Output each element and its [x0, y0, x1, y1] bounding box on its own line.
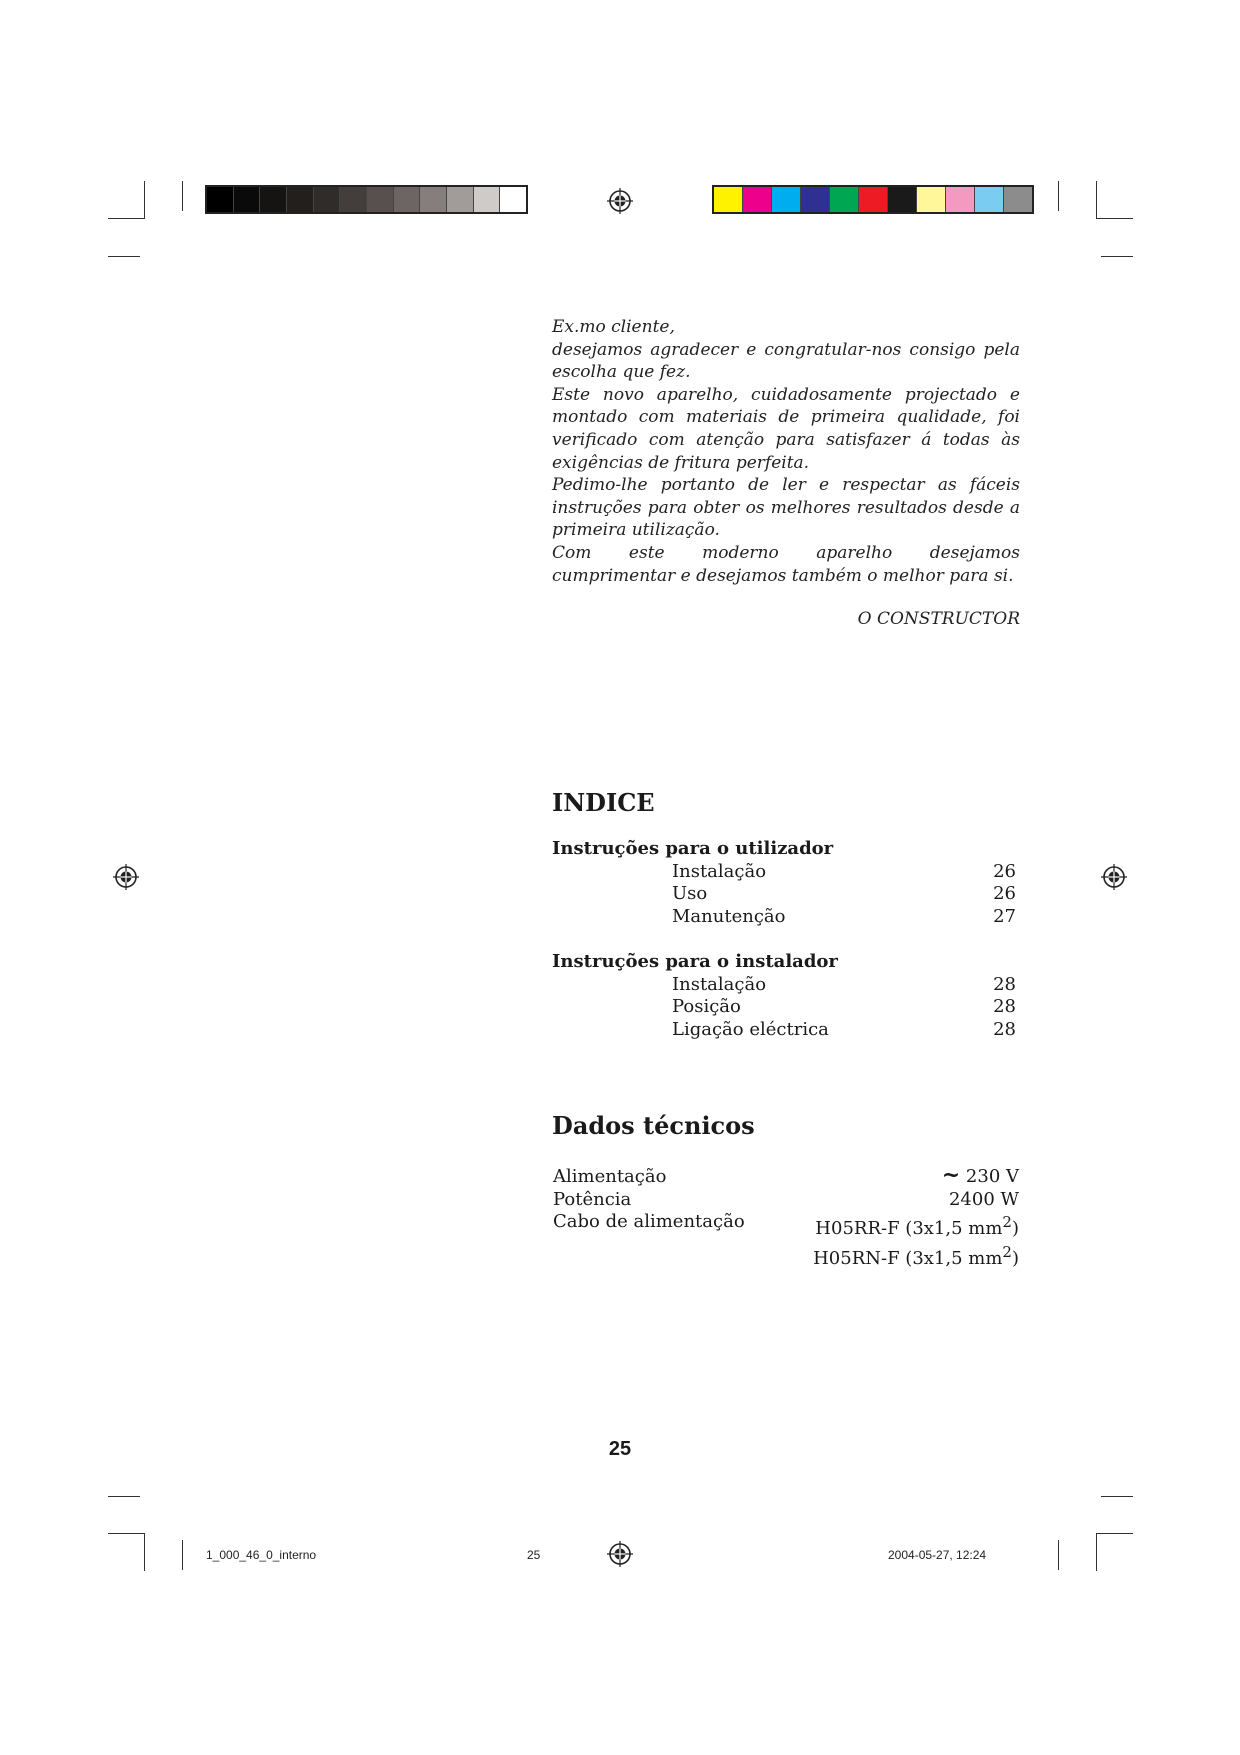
index-entry-page: 28	[993, 973, 1016, 995]
letter-paragraph: Com este moderno aparelho desejamos cumprimentar e desejamos também o melhor para si.	[552, 542, 1020, 586]
color-swatch	[500, 187, 526, 212]
page-number: 25	[608, 1438, 632, 1460]
color-swatch	[260, 187, 287, 212]
crop-mark	[1096, 1533, 1133, 1534]
ac-symbol-icon: ~	[941, 1162, 961, 1188]
color-swatch	[420, 187, 447, 212]
grayscale-bar	[205, 185, 528, 214]
color-swatch	[474, 187, 501, 212]
letter-signature: O CONSTRUCTOR	[857, 609, 1020, 630]
crop-mark	[1096, 218, 1133, 219]
crop-mark	[1058, 181, 1059, 211]
color-swatch	[975, 187, 1004, 212]
specs-row	[553, 1241, 1019, 1271]
specs-value: ~ 230 V	[941, 1162, 1019, 1188]
crop-mark	[144, 1533, 145, 1571]
registration-mark-icon	[607, 188, 633, 214]
index-entry-page: 28	[993, 1018, 1016, 1040]
color-swatch	[888, 187, 917, 212]
specs-table	[553, 1162, 1019, 1270]
specs-row	[553, 1189, 1019, 1212]
specs-value: 2400 W	[948, 1188, 1019, 1210]
color-swatch	[801, 187, 830, 212]
footer-filename: 1_000_46_0_interno	[206, 1548, 317, 1562]
specs-label: Alimentação	[553, 1166, 667, 1187]
specs-label: Potência	[553, 1188, 632, 1210]
welcome-letter	[552, 316, 1020, 631]
index-entry	[552, 906, 1016, 929]
index-entry-page: 27	[993, 905, 1016, 927]
specs-row	[553, 1162, 1019, 1189]
index-entry-label: Instalação	[672, 973, 767, 995]
crop-mark	[108, 1533, 145, 1534]
index-entry	[552, 974, 1016, 997]
crop-mark	[144, 181, 145, 219]
index-section-heading: Instruções para o utilizador	[552, 838, 834, 859]
color-swatch	[1004, 187, 1032, 212]
color-swatch	[340, 187, 367, 212]
index-entry	[552, 996, 1016, 1019]
index-title: INDICE	[552, 788, 655, 817]
crop-mark	[108, 256, 140, 257]
color-swatch	[714, 187, 743, 212]
crop-mark	[1096, 1533, 1097, 1571]
specs-value: H05RR-F (3x1,5 $mm^2$)	[815, 1213, 1019, 1240]
color-swatch	[743, 187, 772, 212]
color-swatch	[287, 187, 314, 212]
color-swatch	[830, 187, 859, 212]
registration-mark-icon	[607, 1541, 633, 1567]
crop-mark	[182, 1540, 183, 1570]
index-entry-page: 26	[993, 860, 1016, 882]
specs-title: Dados técnicos	[552, 1111, 755, 1140]
color-swatch	[234, 187, 261, 212]
color-swatch	[859, 187, 888, 212]
color-swatch	[917, 187, 946, 212]
index-entry	[552, 861, 1016, 884]
letter-paragraph: desejamos agradecer e congratular-nos consigo pela escolha que fez.	[552, 339, 1020, 383]
registration-mark-icon	[113, 864, 139, 890]
specs-label: Cabo de alimentação	[553, 1211, 745, 1233]
index-entry-label: Posição	[672, 996, 741, 1018]
color-swatch	[207, 187, 234, 212]
specs-row	[553, 1211, 1019, 1241]
color-swatch	[772, 187, 801, 212]
footer-datetime: 2004-05-27, 12:24	[888, 1548, 987, 1562]
letter-paragraph: Pedimo-lhe portanto de ler e respectar as fáceis instruções para obter os melhores resultados desde a primeira utilização.	[552, 475, 1020, 541]
color-swatch	[447, 187, 474, 212]
index-section-heading: Instruções para o instalador	[552, 951, 838, 972]
color-swatch	[946, 187, 975, 212]
crop-mark	[182, 181, 183, 211]
index-entry	[552, 883, 1016, 906]
crop-mark	[1101, 1496, 1133, 1497]
index-entry	[552, 1019, 1016, 1042]
registration-mark-icon	[1101, 864, 1127, 890]
color-swatch	[394, 187, 421, 212]
crop-mark	[108, 1496, 140, 1497]
crop-mark	[1101, 256, 1133, 257]
color-swatch	[367, 187, 394, 212]
index-entry-page: 28	[993, 996, 1016, 1018]
index-entry-label: Instalação	[672, 860, 767, 882]
index-entry-label: Manutenção	[672, 905, 786, 927]
crop-mark	[1058, 1540, 1059, 1570]
color-swatch	[314, 187, 341, 212]
letter-paragraph: Este novo aparelho, cuidadosamente projectado e montado com materiais de primeira qualidade, foi verificado com atenção para satisfazer á todas às exigências de fritura perfeita.	[552, 384, 1020, 473]
letter-greeting: Ex.mo cliente,	[552, 317, 675, 337]
crop-mark	[1096, 181, 1097, 219]
index-entry-label: Ligação eléctrica	[672, 1018, 829, 1040]
crop-mark	[108, 218, 145, 219]
specs-value: H05RN-F (3x1,5 $mm^2$)	[813, 1242, 1019, 1269]
footer-page: 25	[527, 1548, 541, 1562]
index-entry-label: Uso	[672, 883, 708, 905]
color-bar	[712, 185, 1034, 214]
index-section-installer	[552, 951, 1016, 1041]
index-section-user	[552, 838, 1016, 928]
index-entry-page: 26	[993, 883, 1016, 905]
